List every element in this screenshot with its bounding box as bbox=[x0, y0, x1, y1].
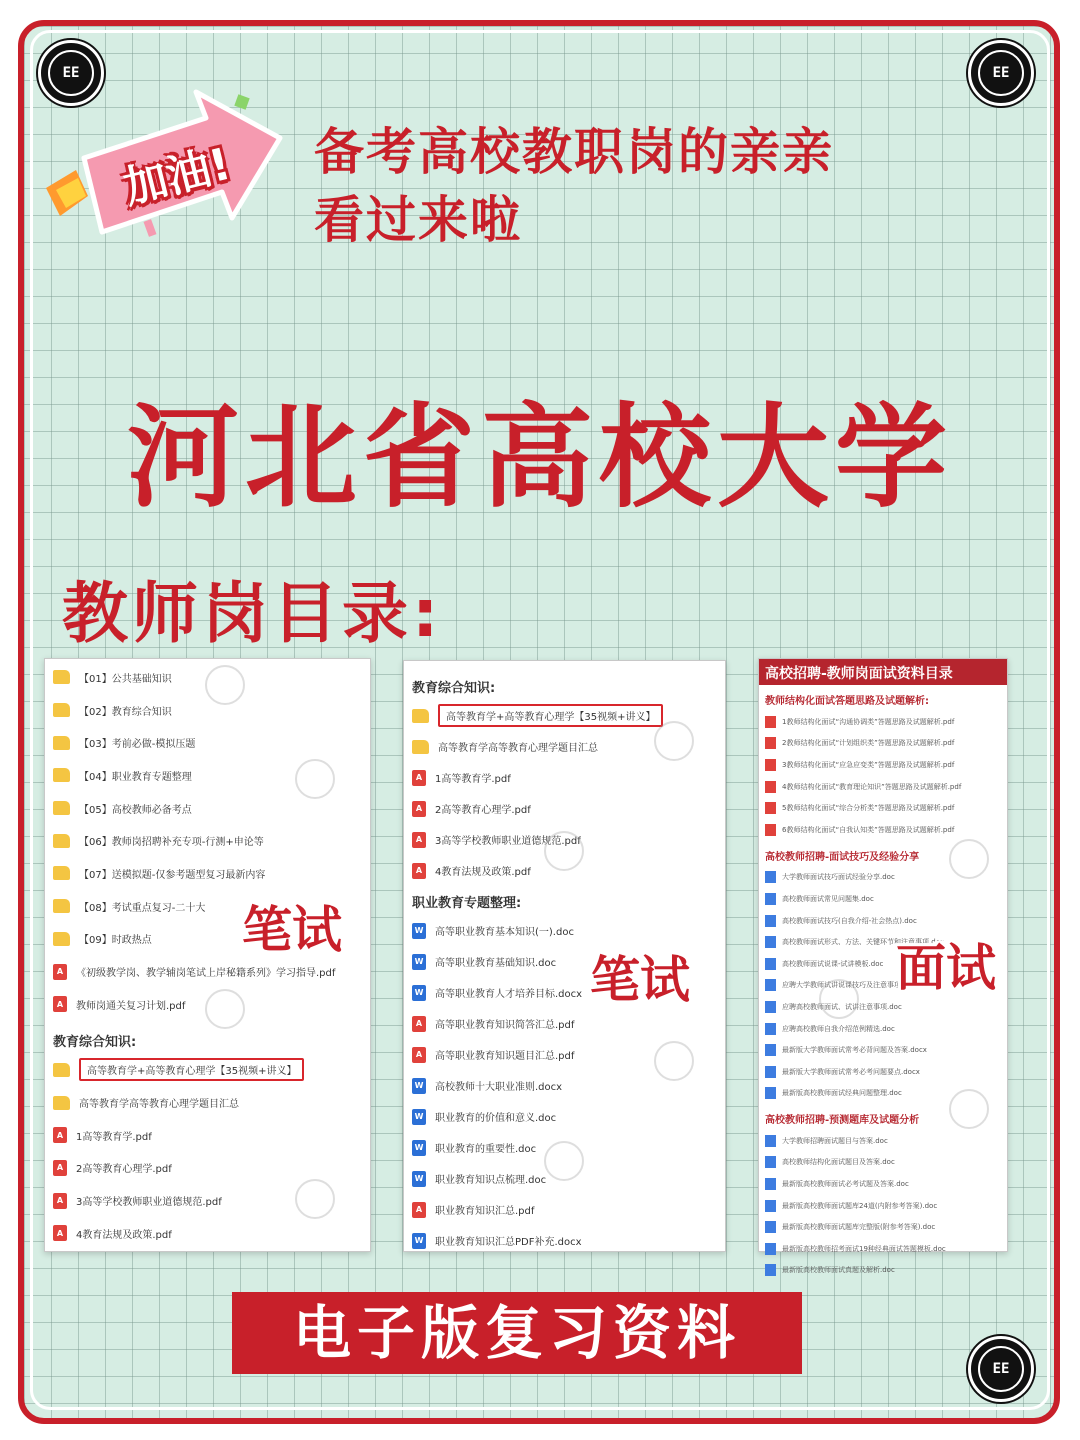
file-list-item[interactable] bbox=[759, 733, 1007, 755]
file-list-item[interactable] bbox=[759, 1061, 1007, 1083]
pdf-file-icon: A bbox=[53, 1127, 67, 1143]
word-file-icon bbox=[765, 1200, 776, 1212]
file-name: 高等教育学高等教育心理学题目汇总 bbox=[79, 1099, 239, 1111]
pdf-file-icon bbox=[765, 781, 776, 793]
pdf-file-icon bbox=[765, 802, 776, 814]
written-exam-label-2: 笔试 bbox=[590, 951, 690, 1009]
section-title: 教师岗目录: bbox=[62, 575, 443, 652]
file-name: 【08】考试重点复习-二十大 bbox=[79, 902, 206, 914]
file-name: 2高等教育心理学.pdf bbox=[76, 1164, 172, 1176]
file-name: 3高等学校教师职业道德规范.pdf bbox=[76, 1197, 222, 1209]
folder-icon bbox=[53, 866, 70, 880]
file-list-item[interactable] bbox=[404, 793, 725, 824]
file-list-item[interactable] bbox=[404, 1101, 725, 1132]
file-list-item[interactable] bbox=[404, 731, 725, 762]
file-name: 【01】公共基础知识 bbox=[79, 673, 172, 685]
file-name: 最新版高校教师面试题库24道(内附参考答案).doc bbox=[782, 1201, 938, 1210]
word-file-icon bbox=[765, 1178, 776, 1190]
file-name: 高校教师十大职业准则.docx bbox=[435, 1082, 563, 1093]
file-name: 高等教育学+高等教育心理学【35视频+讲义】 bbox=[79, 1058, 304, 1081]
file-list-item[interactable] bbox=[404, 855, 725, 886]
file-list-item[interactable] bbox=[45, 988, 370, 1021]
main-title: 河北省高校大学 bbox=[127, 393, 953, 523]
file-list-item[interactable] bbox=[759, 776, 1007, 798]
file-name: 职业教育知识汇总.pdf bbox=[435, 1206, 535, 1217]
interview-label: 面试 bbox=[896, 939, 996, 997]
pdf-file-icon: A bbox=[53, 1160, 67, 1176]
file-name: 最新版高校教师面试题库完整版(附参考答案).doc bbox=[782, 1223, 936, 1232]
panel-3-file-list-1 bbox=[759, 711, 1007, 841]
file-name: 3高等学校教师职业道德规范.pdf bbox=[435, 836, 581, 847]
logo-text: EE bbox=[978, 1346, 1024, 1392]
file-list-item[interactable] bbox=[759, 1130, 1007, 1152]
pdf-file-icon: A bbox=[412, 1202, 426, 1218]
file-list-item[interactable] bbox=[759, 1216, 1007, 1238]
pdf-file-icon: A bbox=[412, 801, 426, 817]
file-name: 教师岗通关复习计划.pdf bbox=[76, 1000, 186, 1012]
panel-2-subhead-2: 职业教育专题整理: bbox=[412, 896, 522, 911]
file-name: 最新版高校教师面试经典问题整理.doc bbox=[782, 1089, 902, 1098]
folder-icon bbox=[53, 768, 70, 782]
file-name: 【07】送模拟题-仅参考题型复习最新内容 bbox=[79, 869, 266, 881]
folder-icon bbox=[53, 670, 70, 684]
pdf-file-icon: A bbox=[53, 996, 67, 1012]
file-name: 高等职业教育基础知识.doc bbox=[435, 958, 557, 969]
file-name: 2教师结构化面试“计划组织类”答题思路及试题解析.pdf bbox=[782, 739, 955, 748]
file-name: 【06】教师岗招聘补充专项-行测+申论等 bbox=[79, 837, 264, 849]
word-file-icon bbox=[765, 979, 776, 991]
header-line-2: 看过来啦 bbox=[314, 191, 522, 249]
file-name: 大学教师招聘面试题目与答案.doc bbox=[782, 1136, 888, 1145]
file-list-item[interactable] bbox=[45, 1152, 370, 1185]
word-file-icon: W bbox=[412, 1233, 426, 1249]
file-name: 高校教师面试形式、方法、关键环节和注意事项.doc bbox=[782, 938, 944, 947]
word-file-icon bbox=[765, 1221, 776, 1233]
written-exam-label-1: 笔试 bbox=[242, 901, 342, 959]
file-list-item[interactable] bbox=[45, 857, 370, 890]
header-line-1: 备考高校教职岗的亲亲 bbox=[314, 123, 834, 181]
pdf-file-icon: A bbox=[412, 1047, 426, 1063]
file-list-item[interactable] bbox=[404, 824, 725, 855]
file-list-item[interactable] bbox=[45, 1217, 370, 1250]
file-name: 高等职业教育知识简答汇总.pdf bbox=[435, 1020, 575, 1031]
file-list-item[interactable] bbox=[404, 1225, 725, 1256]
file-name: 高等教育学高等教育心理学题目汇总 bbox=[438, 743, 598, 754]
file-name: 【05】高校教师必备考点 bbox=[79, 804, 192, 816]
word-file-icon: W bbox=[412, 985, 426, 1001]
panel-1-subhead: 教育综合知识: bbox=[53, 1034, 137, 1050]
file-list-item[interactable] bbox=[45, 1054, 370, 1087]
file-name: 高等教育学+高等教育心理学【35视频+讲义】 bbox=[438, 704, 663, 727]
file-name: 5教师结构化面试“综合分析类”答题思路及试题解析.pdf bbox=[782, 804, 955, 813]
file-name: 【02】教育综合知识 bbox=[79, 706, 172, 718]
file-list-item[interactable] bbox=[759, 888, 1007, 910]
folder-icon bbox=[412, 740, 429, 754]
file-list-item[interactable] bbox=[759, 1152, 1007, 1174]
file-list-item[interactable] bbox=[45, 726, 370, 759]
word-file-icon bbox=[765, 936, 776, 948]
file-name: 高等职业教育人才培养目标.docx bbox=[435, 989, 583, 1000]
folder-icon bbox=[53, 1063, 70, 1077]
pdf-file-icon: A bbox=[412, 863, 426, 879]
file-list-item[interactable] bbox=[759, 819, 1007, 841]
file-list-item[interactable] bbox=[759, 1195, 1007, 1217]
file-list-item[interactable] bbox=[404, 762, 725, 793]
file-name: 高校教师面试说课-试讲模板.doc bbox=[782, 959, 884, 968]
file-name: 《初级教学岗、教学辅岗笔试上岸秘籍系列》学习指导.pdf bbox=[76, 968, 336, 980]
file-name: 职业教育知识点梳理.doc bbox=[435, 1175, 547, 1186]
file-list-item[interactable] bbox=[759, 867, 1007, 889]
bottom-banner: 电子版复习资料 bbox=[232, 1292, 802, 1374]
file-list-item[interactable] bbox=[45, 792, 370, 825]
pdf-file-icon: A bbox=[412, 770, 426, 786]
file-list-item[interactable] bbox=[404, 1039, 725, 1070]
panel-3-file-list-3 bbox=[759, 1130, 1007, 1281]
file-name: 职业教育知识汇总PDF补充.docx bbox=[435, 1237, 582, 1248]
file-name: 3教师结构化面试“应急应变类”答题思路及试题解析.pdf bbox=[782, 760, 955, 769]
word-file-icon bbox=[765, 1264, 776, 1276]
file-list-item[interactable] bbox=[404, 700, 725, 731]
word-file-icon bbox=[765, 893, 776, 905]
folder-icon bbox=[53, 736, 70, 750]
word-file-icon bbox=[765, 1044, 776, 1056]
file-name: 高校教师结构化面试题目及答案.doc bbox=[782, 1158, 895, 1167]
word-file-icon bbox=[765, 1156, 776, 1168]
file-list-item[interactable] bbox=[759, 797, 1007, 819]
badge-text: 加油! bbox=[118, 138, 236, 215]
panel-3-title: 高校招聘-教师岗面试资料目录 bbox=[759, 659, 1007, 685]
pdf-file-icon: A bbox=[53, 1193, 67, 1209]
file-list-item[interactable] bbox=[45, 694, 370, 727]
file-list-item[interactable] bbox=[45, 1184, 370, 1217]
word-file-icon bbox=[765, 958, 776, 970]
file-name: 2高等教育心理学.pdf bbox=[435, 805, 531, 816]
word-file-icon bbox=[765, 1066, 776, 1078]
file-name: 最新版高校教师面试必考试题及答案.doc bbox=[782, 1180, 909, 1189]
file-name: 最新版大学教师面试常考必考问题要点.docx bbox=[782, 1067, 920, 1076]
file-name: 最新版高校教师招考面试19种经典面试答题模板.doc bbox=[782, 1244, 946, 1253]
file-list-item[interactable] bbox=[759, 1173, 1007, 1195]
word-file-icon: W bbox=[412, 1171, 426, 1187]
file-name: 4教育法规及政策.pdf bbox=[435, 867, 531, 878]
file-name: 【09】时政热点 bbox=[79, 935, 152, 947]
file-name: 应聘大学教师试讲说课技巧及注意事项.doc bbox=[782, 981, 916, 990]
panel-2-subhead-1: 教育综合知识: bbox=[412, 681, 496, 696]
file-name: 1教师结构化面试“沟通协调类”答题思路及试题解析.pdf bbox=[782, 717, 955, 726]
pdf-file-icon bbox=[765, 759, 776, 771]
file-name: 应聘高校教师自我介绍范例精选.doc bbox=[782, 1024, 895, 1033]
folder-icon bbox=[53, 932, 70, 946]
file-name: 最新版高校教师面试真题及解析.doc bbox=[782, 1266, 895, 1275]
file-list-item[interactable] bbox=[759, 1260, 1007, 1282]
folder-icon bbox=[53, 703, 70, 717]
file-name: 【03】考前必做-模拟压题 bbox=[79, 739, 196, 751]
file-name: 职业教育的重要性.doc bbox=[435, 1144, 537, 1155]
file-name: 大学教师面试技巧面试经验分享.doc bbox=[782, 873, 895, 882]
panel-3-subhead-2: 高校教师招聘-面试技巧及经验分享 bbox=[765, 851, 920, 863]
panel-3-subhead-3: 高校教师招聘-预测题库及试题分析 bbox=[765, 1115, 920, 1127]
file-list-item[interactable] bbox=[404, 1070, 725, 1101]
word-file-icon bbox=[765, 1023, 776, 1035]
pdf-file-icon bbox=[765, 824, 776, 836]
file-name: 4教师结构化面试“教育理论知识”答题思路及试题解析.pdf bbox=[782, 782, 962, 791]
file-list-item[interactable] bbox=[45, 824, 370, 857]
file-list-item[interactable] bbox=[45, 759, 370, 792]
file-name: 1高等教育学.pdf bbox=[76, 1131, 152, 1143]
file-name: 高校教师面试常见问题集.doc bbox=[782, 894, 874, 903]
word-file-icon bbox=[765, 1087, 776, 1099]
folder-icon bbox=[53, 1096, 70, 1110]
pdf-file-icon: A bbox=[53, 964, 67, 980]
file-list-item[interactable] bbox=[404, 1008, 725, 1039]
file-name: 【04】职业教育专题整理 bbox=[79, 771, 192, 783]
file-list-item[interactable] bbox=[759, 711, 1007, 733]
file-list-item[interactable] bbox=[759, 1238, 1007, 1260]
word-file-icon bbox=[765, 1001, 776, 1013]
file-name: 高等职业教育基本知识(一).doc bbox=[435, 927, 574, 938]
word-file-icon: W bbox=[412, 954, 426, 970]
panel-3-subhead-1: 教师结构化面试答题思路及试题解析: bbox=[765, 696, 929, 707]
word-file-icon: W bbox=[412, 923, 426, 939]
word-file-icon bbox=[765, 1243, 776, 1255]
word-file-icon: W bbox=[412, 1078, 426, 1094]
pdf-file-icon: A bbox=[53, 1225, 67, 1241]
logo-text: EE bbox=[48, 50, 94, 96]
file-name: 6教师结构化面试“自我认知类”答题思路及试题解析.pdf bbox=[782, 825, 955, 834]
file-name: 1高等教育学.pdf bbox=[435, 774, 511, 785]
pdf-file-icon bbox=[765, 716, 776, 728]
file-name: 4教育法规及政策.pdf bbox=[76, 1229, 172, 1241]
file-name: 高校教师面试技巧(自我介绍-社会热点).doc bbox=[782, 916, 917, 925]
pdf-file-icon bbox=[765, 737, 776, 749]
panel-2-file-list bbox=[404, 700, 725, 886]
folder-icon bbox=[412, 709, 429, 723]
logo-top-right-icon bbox=[968, 40, 1034, 106]
file-name: 最新版大学教师面试常考必背问题及答案.docx bbox=[782, 1046, 927, 1055]
file-list-item[interactable] bbox=[759, 754, 1007, 776]
file-name: 应聘高校教师面试、试讲注意事项.doc bbox=[782, 1002, 902, 1011]
file-name: 高等职业教育知识题目汇总.pdf bbox=[435, 1051, 575, 1062]
panel-1-file-list-2 bbox=[45, 1054, 370, 1250]
pdf-file-icon: A bbox=[412, 832, 426, 848]
word-file-icon: W bbox=[412, 1109, 426, 1125]
word-file-icon bbox=[765, 1135, 776, 1147]
file-list-item[interactable] bbox=[404, 1163, 725, 1194]
file-list-item[interactable] bbox=[759, 1018, 1007, 1040]
file-name: 职业教育的价值和意义.doc bbox=[435, 1113, 557, 1124]
word-file-icon bbox=[765, 871, 776, 883]
logo-text: EE bbox=[978, 50, 1024, 96]
file-list-item[interactable] bbox=[45, 1086, 370, 1119]
pdf-file-icon: A bbox=[412, 1016, 426, 1032]
folder-icon bbox=[53, 801, 70, 815]
file-list-item[interactable] bbox=[45, 1119, 370, 1152]
word-file-icon bbox=[765, 915, 776, 927]
folder-icon bbox=[53, 899, 70, 913]
panel-1-file-list bbox=[45, 661, 370, 1021]
folder-icon bbox=[53, 834, 70, 848]
logo-bottom-right-icon bbox=[968, 1336, 1034, 1402]
file-list-item[interactable] bbox=[45, 661, 370, 694]
word-file-icon: W bbox=[412, 1140, 426, 1156]
file-list-item[interactable] bbox=[404, 1194, 725, 1225]
file-list-item[interactable] bbox=[759, 1083, 1007, 1105]
file-list-item[interactable] bbox=[404, 1132, 725, 1163]
file-list-item[interactable] bbox=[759, 1039, 1007, 1061]
